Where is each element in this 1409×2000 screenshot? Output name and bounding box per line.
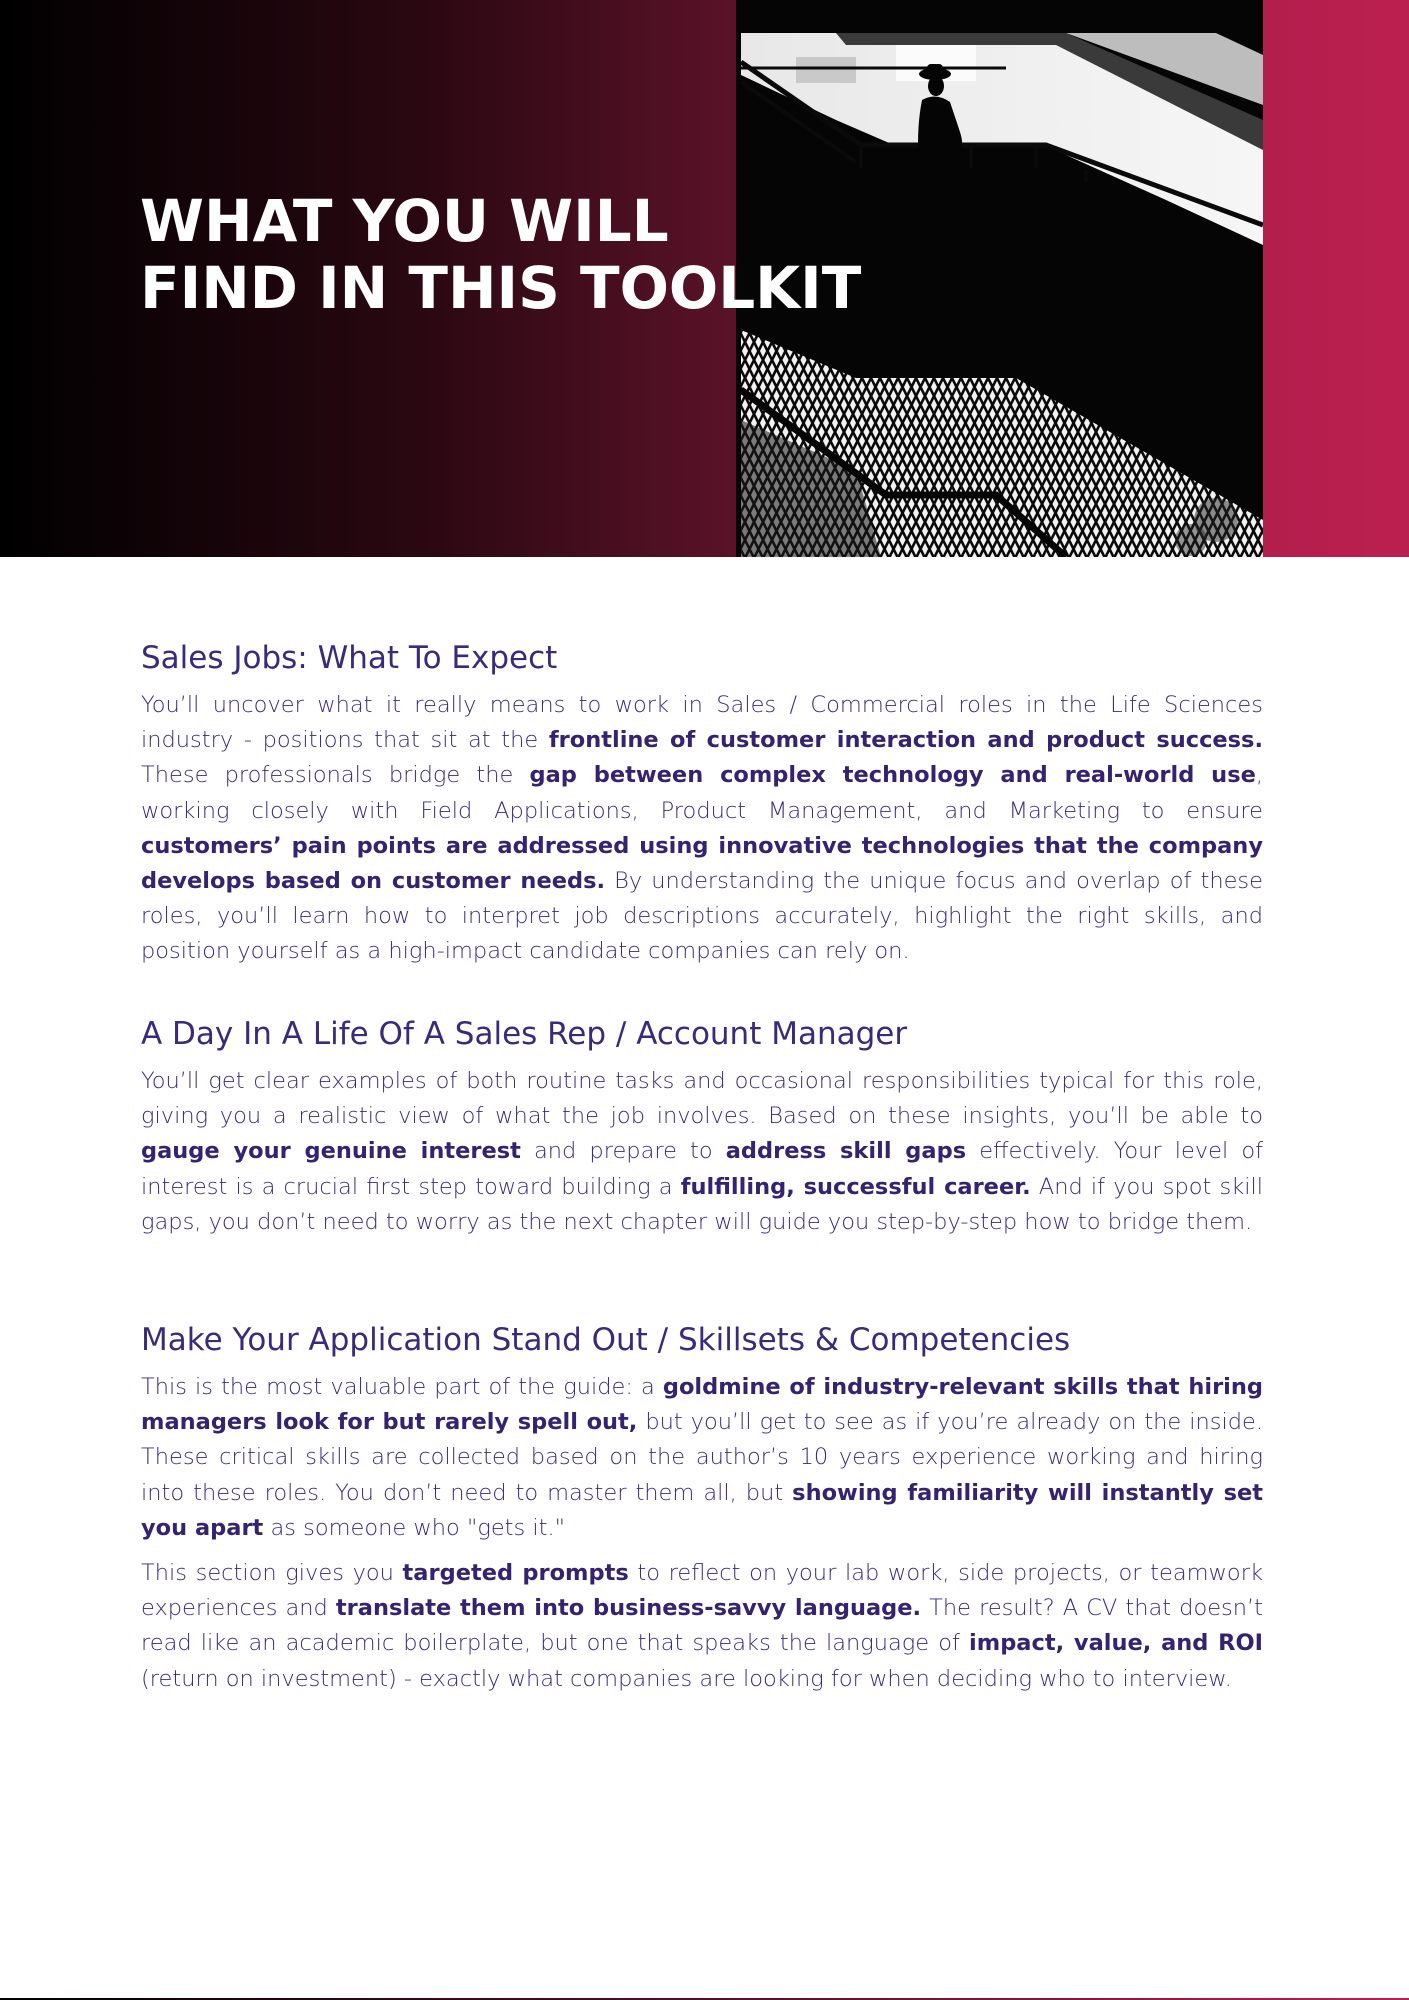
page-title — [140, 188, 900, 322]
emphasis-text: translate them into business-savvy language. — [335, 1595, 922, 1622]
section-title-sales-jobs: Sales Jobs: What To Expect — [141, 640, 558, 676]
section-body-stand-out-2 — [141, 1556, 1263, 1697]
body-text: as someone who "gets it." — [263, 1514, 565, 1541]
section-body-stand-out-1 — [141, 1370, 1263, 1546]
body-text: This is the most valuable part of the guide: a — [141, 1374, 663, 1400]
emphasis-text: address skill gaps — [725, 1138, 967, 1165]
hero-banner — [0, 0, 1409, 557]
page-title-line-1: WHAT YOU WILL — [140, 187, 669, 255]
body-text: effectively. Your level of interest is a crucial first step toward building a — [141, 1138, 1264, 1200]
section-body-day-in-life — [141, 1064, 1263, 1240]
body-text: The result? A CV that doesn’t read like an academic boilerplate, but one that speaks the language of — [141, 1595, 1264, 1657]
page-title-line-2: FIND IN THIS TOOLKIT — [140, 254, 862, 322]
section-title-day-in-life: A Day In A Life Of A Sales Rep / Account Manager — [141, 1016, 908, 1052]
emphasis-text: frontline of customer interaction and product success. — [548, 727, 1264, 754]
emphasis-text: targeted prompts — [402, 1560, 629, 1586]
emphasis-text: showing familiarity will instantly set you apart — [141, 1479, 1263, 1541]
body-text: By understanding the unique focus and overlap of these roles, you’ll learn how to interpret job descriptions accurately, highlight the right skills, and position yourself as a high-impact candidate companies can rely on. — [141, 868, 1263, 965]
section-title-stand-out: Make Your Application Stand Out / Skillsets & Competencies — [141, 1322, 1071, 1358]
body-text: but you’ll get to see as if you’re already on the inside. These critical skills are collected based on the author’s 10 years experience working and hiring into these roles. You don’t need to master them all, but — [141, 1409, 1263, 1506]
emphasis-text: goldmine of industry-relevant skills that hiring managers look for but rarely spell out, — [141, 1374, 1263, 1436]
body-text: (return on investment) - exactly what companies are looking for when deciding who to interview. — [141, 1665, 1232, 1692]
emphasis-text: customers’ pain points are addressed using innovative technologies that the company develops based on customer needs. — [141, 832, 1263, 895]
emphasis-text: impact, value, and ROI — [969, 1630, 1263, 1657]
body-text: You’ll uncover what it really means to work in Sales / Commercial roles in the Life Sciences industry - positions that sit at the — [141, 692, 1263, 754]
section-body-sales-jobs — [141, 688, 1263, 970]
emphasis-text: fulfilling, successful career. — [680, 1173, 1031, 1200]
body-text: You’ll get clear examples of both routine tasks and occasional responsibilities typical for this role, giving you a realistic view of what the job involves. Based on these insights, you’ll be able to — [141, 1068, 1263, 1130]
body-text: to reflect on your lab work, side projects, or teamwork experiences and — [141, 1560, 1263, 1622]
body-text: These professionals bridge the — [141, 762, 530, 789]
body-text: , working closely with Field Applications, Product Management, and Marketing to ensure — [141, 762, 1263, 824]
body-text: and prepare to — [520, 1138, 726, 1165]
emphasis-text: gap between complex technology and real-world use — [529, 762, 1256, 789]
body-text: This section gives you — [141, 1560, 403, 1586]
emphasis-text: gauge your genuine interest — [141, 1138, 521, 1165]
body-text: And if you spot skill gaps, you don’t need to worry as the next chapter will guide you step-by-step how to bridge them. — [141, 1173, 1263, 1235]
